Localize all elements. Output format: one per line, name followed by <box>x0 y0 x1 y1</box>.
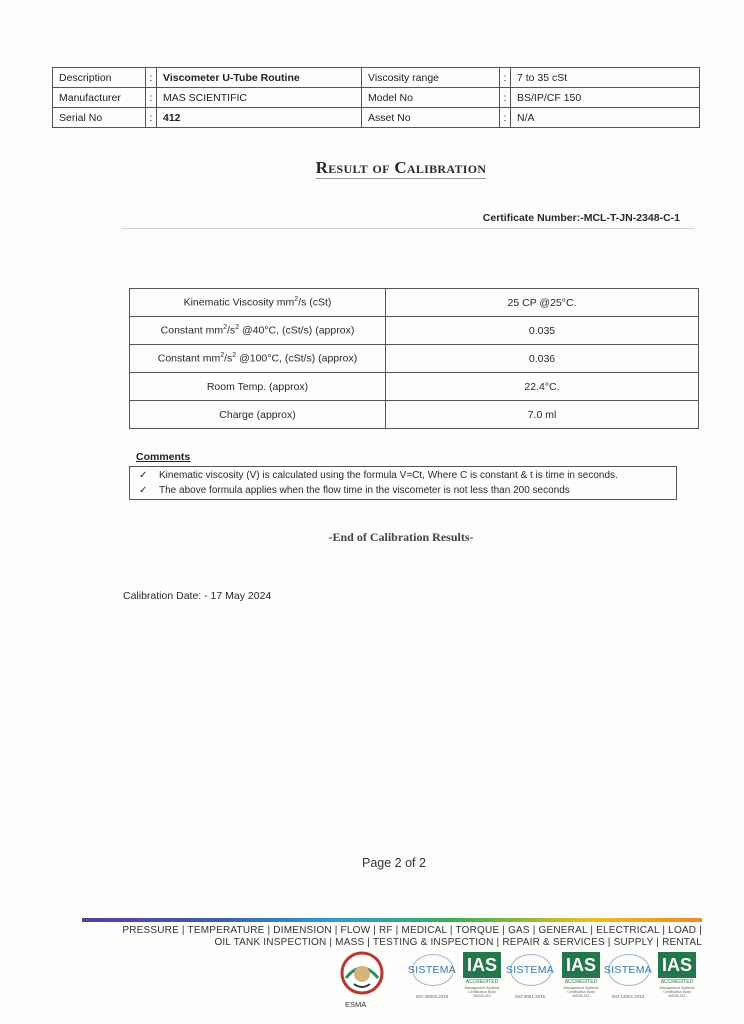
table-row <box>130 289 699 317</box>
info-value: MAS SCIENTIFIC <box>157 88 362 108</box>
superscript: 2 <box>294 296 299 304</box>
info-label: Model No <box>362 88 500 108</box>
iso-label: ISO 14001:2015 <box>611 994 645 999</box>
label-part: /s <box>224 352 233 365</box>
table-row <box>130 401 699 429</box>
table-row <box>130 317 699 345</box>
label-part: /s (cSt) <box>298 296 332 309</box>
badge-subtext: Management Systems Certification Body MSCB-215 <box>464 986 500 998</box>
info-value: BS/IP/CF 150 <box>511 88 700 108</box>
certificate-number: Certificate Number:-MCL-T-JN-2348-C-1 <box>482 212 680 224</box>
result-label <box>130 289 386 317</box>
sistema-badge <box>502 952 558 999</box>
comment-item <box>139 470 618 481</box>
ias-label: IAS <box>463 952 501 978</box>
result-value: 25 CP @25°C. <box>386 289 699 317</box>
info-label: Serial No <box>53 108 146 128</box>
ias-label: IAS <box>658 952 696 978</box>
result-label: Room Temp. (approx) <box>130 373 386 401</box>
result-value: 0.036 <box>386 345 699 373</box>
superscript: 2 <box>232 352 237 360</box>
services-line: OIL TANK INSPECTION | MASS | TESTING & INSPECTION | REPAIR & SERVICES | SUPPLY | RENTAL <box>214 937 702 948</box>
page-number: Page 2 of 2 <box>362 856 426 870</box>
page-title-text: Result of Calibration <box>315 158 487 177</box>
services-line: PRESSURE | TEMPERATURE | DIMENSION | FLOW | RF | MEDICAL | TORQUE | GAS | GENERAL | ELECTRICAL | LOAD | <box>122 925 702 936</box>
label-part: /s <box>227 324 236 337</box>
info-colon: : <box>146 88 157 108</box>
result-label <box>130 317 386 345</box>
label-part: @100°C, (cSt/s) (approx) <box>236 352 358 365</box>
comments-box <box>129 466 677 500</box>
superscript: 2 <box>223 324 228 332</box>
ias-label: IAS <box>562 952 600 978</box>
table-row <box>53 88 700 108</box>
logo-label: ESMA <box>345 1000 367 1009</box>
info-colon: : <box>500 108 511 128</box>
label-part: Kinematic Viscosity mm <box>183 296 295 309</box>
result-value: 0.035 <box>386 317 699 345</box>
label-part: Constant mm <box>157 352 221 365</box>
sistema-badge <box>600 952 656 999</box>
esma-logo-icon <box>337 950 387 996</box>
accredited-label: ACCREDITED <box>564 979 598 985</box>
info-value: 7 to 35 cSt <box>511 68 700 88</box>
info-value: Viscometer U-Tube Routine <box>157 68 362 88</box>
accredited-label: ACCREDITED <box>660 979 694 985</box>
comment-text: The above formula applies when the flow time in the viscometer is not less than 200 seconds <box>159 485 570 496</box>
iso-label: ISO 45001:2018 <box>415 994 449 999</box>
comments-heading: Comments <box>136 451 191 463</box>
ias-badge <box>658 952 696 1000</box>
divider <box>122 228 694 229</box>
info-colon: : <box>146 68 157 88</box>
badge-subtext: Management Systems Certification Body MSCB-215 <box>659 986 695 998</box>
sistema-badge <box>404 952 460 999</box>
color-bar <box>82 918 702 922</box>
table-row <box>130 345 699 373</box>
info-label: Asset No <box>362 108 500 128</box>
result-value: 22.4°C. <box>386 373 699 401</box>
table-row <box>53 68 700 88</box>
result-label: Charge (approx) <box>130 401 386 429</box>
calibration-results-table <box>129 288 699 429</box>
info-label: Manufacturer <box>53 88 146 108</box>
equipment-info-table <box>52 67 700 128</box>
table-row <box>53 108 700 128</box>
comment-text: Kinematic viscosity (V) is calculated using the formula V=Ct, Where C is constant & t is time in seconds. <box>159 470 618 481</box>
sistema-label: SISTEMA <box>505 964 555 976</box>
info-colon: : <box>500 68 511 88</box>
info-value: N/A <box>511 108 700 128</box>
ias-badge <box>463 952 501 1000</box>
label-part: @40°C, (cSt/s) (approx) <box>239 324 355 337</box>
info-value: 412 <box>157 108 362 128</box>
check-icon: ✓ <box>139 470 148 481</box>
end-of-results: -End of Calibration Results- <box>328 530 474 544</box>
info-colon: : <box>146 108 157 128</box>
info-label: Description <box>53 68 146 88</box>
table-row <box>130 373 699 401</box>
superscript: 2 <box>220 352 225 360</box>
check-icon: ✓ <box>139 485 148 496</box>
label-part: Constant mm <box>160 324 224 337</box>
result-value: 7.0 ml <box>386 401 699 429</box>
sistema-label: SISTEMA <box>603 964 653 976</box>
info-label: Viscosity range <box>362 68 500 88</box>
comment-item <box>139 485 570 496</box>
calibration-date: Calibration Date: - 17 May 2024 <box>123 590 272 602</box>
iso-label: ISO 9001:2015 <box>514 994 546 999</box>
badge-subtext: Management Systems Certification Body MSCB-215 <box>563 986 599 998</box>
superscript: 2 <box>235 324 240 332</box>
accredited-label: ACCREDITED <box>465 979 499 985</box>
info-colon: : <box>500 88 511 108</box>
page-title <box>0 158 744 178</box>
sistema-label: SISTEMA <box>407 964 457 976</box>
ias-badge <box>562 952 600 1000</box>
result-label <box>130 345 386 373</box>
